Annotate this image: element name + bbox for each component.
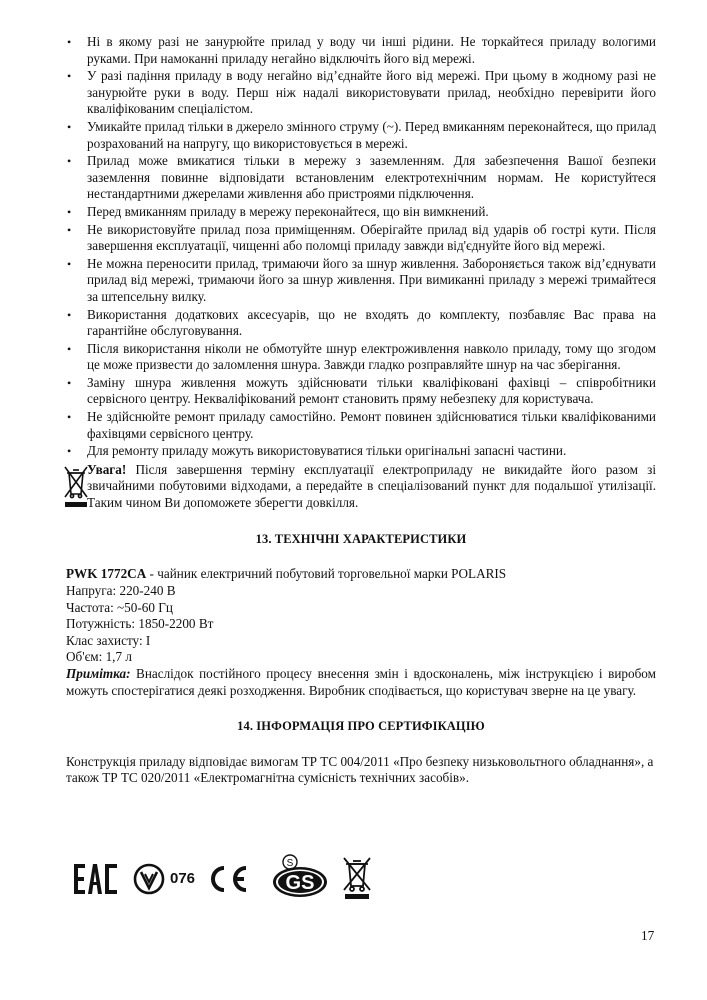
ua-code: 076 — [170, 870, 196, 887]
list-item: • Ні в якому разі не занурюйте прилад у воду чи інші рідини. Не торкайтеся приладу вологими руками. При намоканні приладу негайно відключіть його від мережі. — [66, 34, 656, 67]
section-14-title: 14. ІНФОРМАЦІЯ ПРО СЕРТИФІКАЦІЮ — [237, 719, 485, 734]
certification-logos — [72, 852, 392, 902]
eac-logo — [74, 862, 120, 896]
list-item: • У разі падіння приладу в воду негайно від’єднайте його від мережі. При цьому в жодному разі не занурюйте руки в воду. Перш ніж надалі використовувати прилад, необхідно перевірити його кваліфікованим спеціалістом. — [66, 68, 656, 118]
spec-protection: Клас захисту: I — [66, 632, 151, 648]
ua-conformity-icon — [132, 862, 168, 896]
disposal-warning — [66, 462, 656, 512]
tech-specs — [66, 566, 656, 699]
gs-logo — [270, 852, 330, 900]
weee-bin-icon — [340, 854, 374, 900]
list-item: • Не можна переносити прилад, тримаючи його за шнур живлення. Забороняється також від’єднувати прилад від мережі, тримаючи його за шнур живлення. При вимиканні приладу з мережі тримайтеся за штепсельну вилку. — [66, 256, 656, 306]
list-item: • Використання додаткових аксесуарів, що не входять до комплекту, позбавляє Вас права на гарантійне обслуговування. — [66, 307, 656, 340]
page-content — [66, 34, 656, 787]
warning-text: Після завершення терміну експлуатації електроприладу не викидайте його разом зі звичайними побутовими відходами, а передайте в спеціалізований пункт для подальшої утилізації. Таким чином Ви допоможете зберегти довкілля. — [87, 461, 656, 511]
list-item: • Прилад може вмикатися тільки в мережу з заземленням. Для забезпечення Вашої безпеки заземлення повинне відповідати встановленим електротехнічним нормам. Не користуйтеся нестандартними джерелами живлення або пристроями підключення. — [66, 153, 656, 203]
list-item: • Заміну шнура живлення можуть здійснювати тільки кваліфіковані фахівці – співробітники сервісного центру. Некваліфікований ремонт становить пряму небезпеку для користувача. — [66, 375, 656, 408]
list-item: • Для ремонту приладу можуть використовуватися тільки оригінальні запасні частини. — [66, 443, 656, 460]
spec-frequency: Частота: ~50-60 Гц — [66, 599, 173, 615]
list-item: • Умикайте прилад тільки в джерело змінного струму (~). Перед вмиканням переконайтеся, що прилад розрахований на напругу, що використовується в мережі. — [66, 119, 656, 152]
warning-label: Увага! — [87, 461, 127, 477]
spec-volume: Об'єм: 1,7 л — [66, 649, 132, 665]
safety-list — [66, 34, 656, 460]
ce-logo — [205, 864, 249, 894]
certification-text: Конструкція приладу відповідає вимогам ТР ТС 004/2011 «Про безпеку низьковольтного обладнання», а також ТР ТС 020/2011 «Електромагнітна сумісність технічних засобів». — [66, 753, 654, 786]
spec-voltage: Напруга: 220-240 В — [66, 583, 176, 599]
svg-text:GS: GS — [285, 872, 315, 894]
crossed-bin-icon — [62, 464, 90, 510]
model-name: PWK 1772CA — [66, 566, 147, 582]
svg-text:S: S — [286, 858, 294, 869]
note-text: Внаслідок постійного процесу внесення змін і вдосконалень, між інструкцією і виробом можуть спостерігатися деякі розходження. Виробник сподівається, що користувач зверне на це увагу. — [66, 666, 656, 698]
model-description: - чайник електричний побутовий торговельної марки POLARIS — [146, 566, 507, 582]
spec-power: Потужність: 1850-2200 Вт — [66, 616, 214, 632]
section-13-title: 13. ТЕХНІЧНІ ХАРАКТЕРИСТИКИ — [255, 531, 467, 546]
list-item: • Після використання ніколи не обмотуйте шнур електроживлення навколо приладу, тому що згодом це може призвести до заломлення шнура. Завжди гладко розправляйте шнур на час зберігання. — [66, 341, 656, 374]
note-label: Примітка: — [66, 666, 131, 681]
list-item: • Не використовуйте прилад поза приміщенням. Оберігайте прилад від ударів об гострі кути. Після завершення експлуатації, чищенні або поломці приладу завжди від'єднуйте його від мережі. — [66, 222, 656, 255]
list-item: • Перед вмиканням приладу в мережу переконайтеся, що він вимкнений. — [66, 204, 656, 221]
list-item: • Не здійснюйте ремонт приладу самостійно. Ремонт повинен здійснюватися тільки кваліфікованими фахівцями сервісного центру. — [66, 409, 656, 442]
page-number: 17 — [641, 928, 655, 943]
spec-note — [66, 666, 656, 699]
